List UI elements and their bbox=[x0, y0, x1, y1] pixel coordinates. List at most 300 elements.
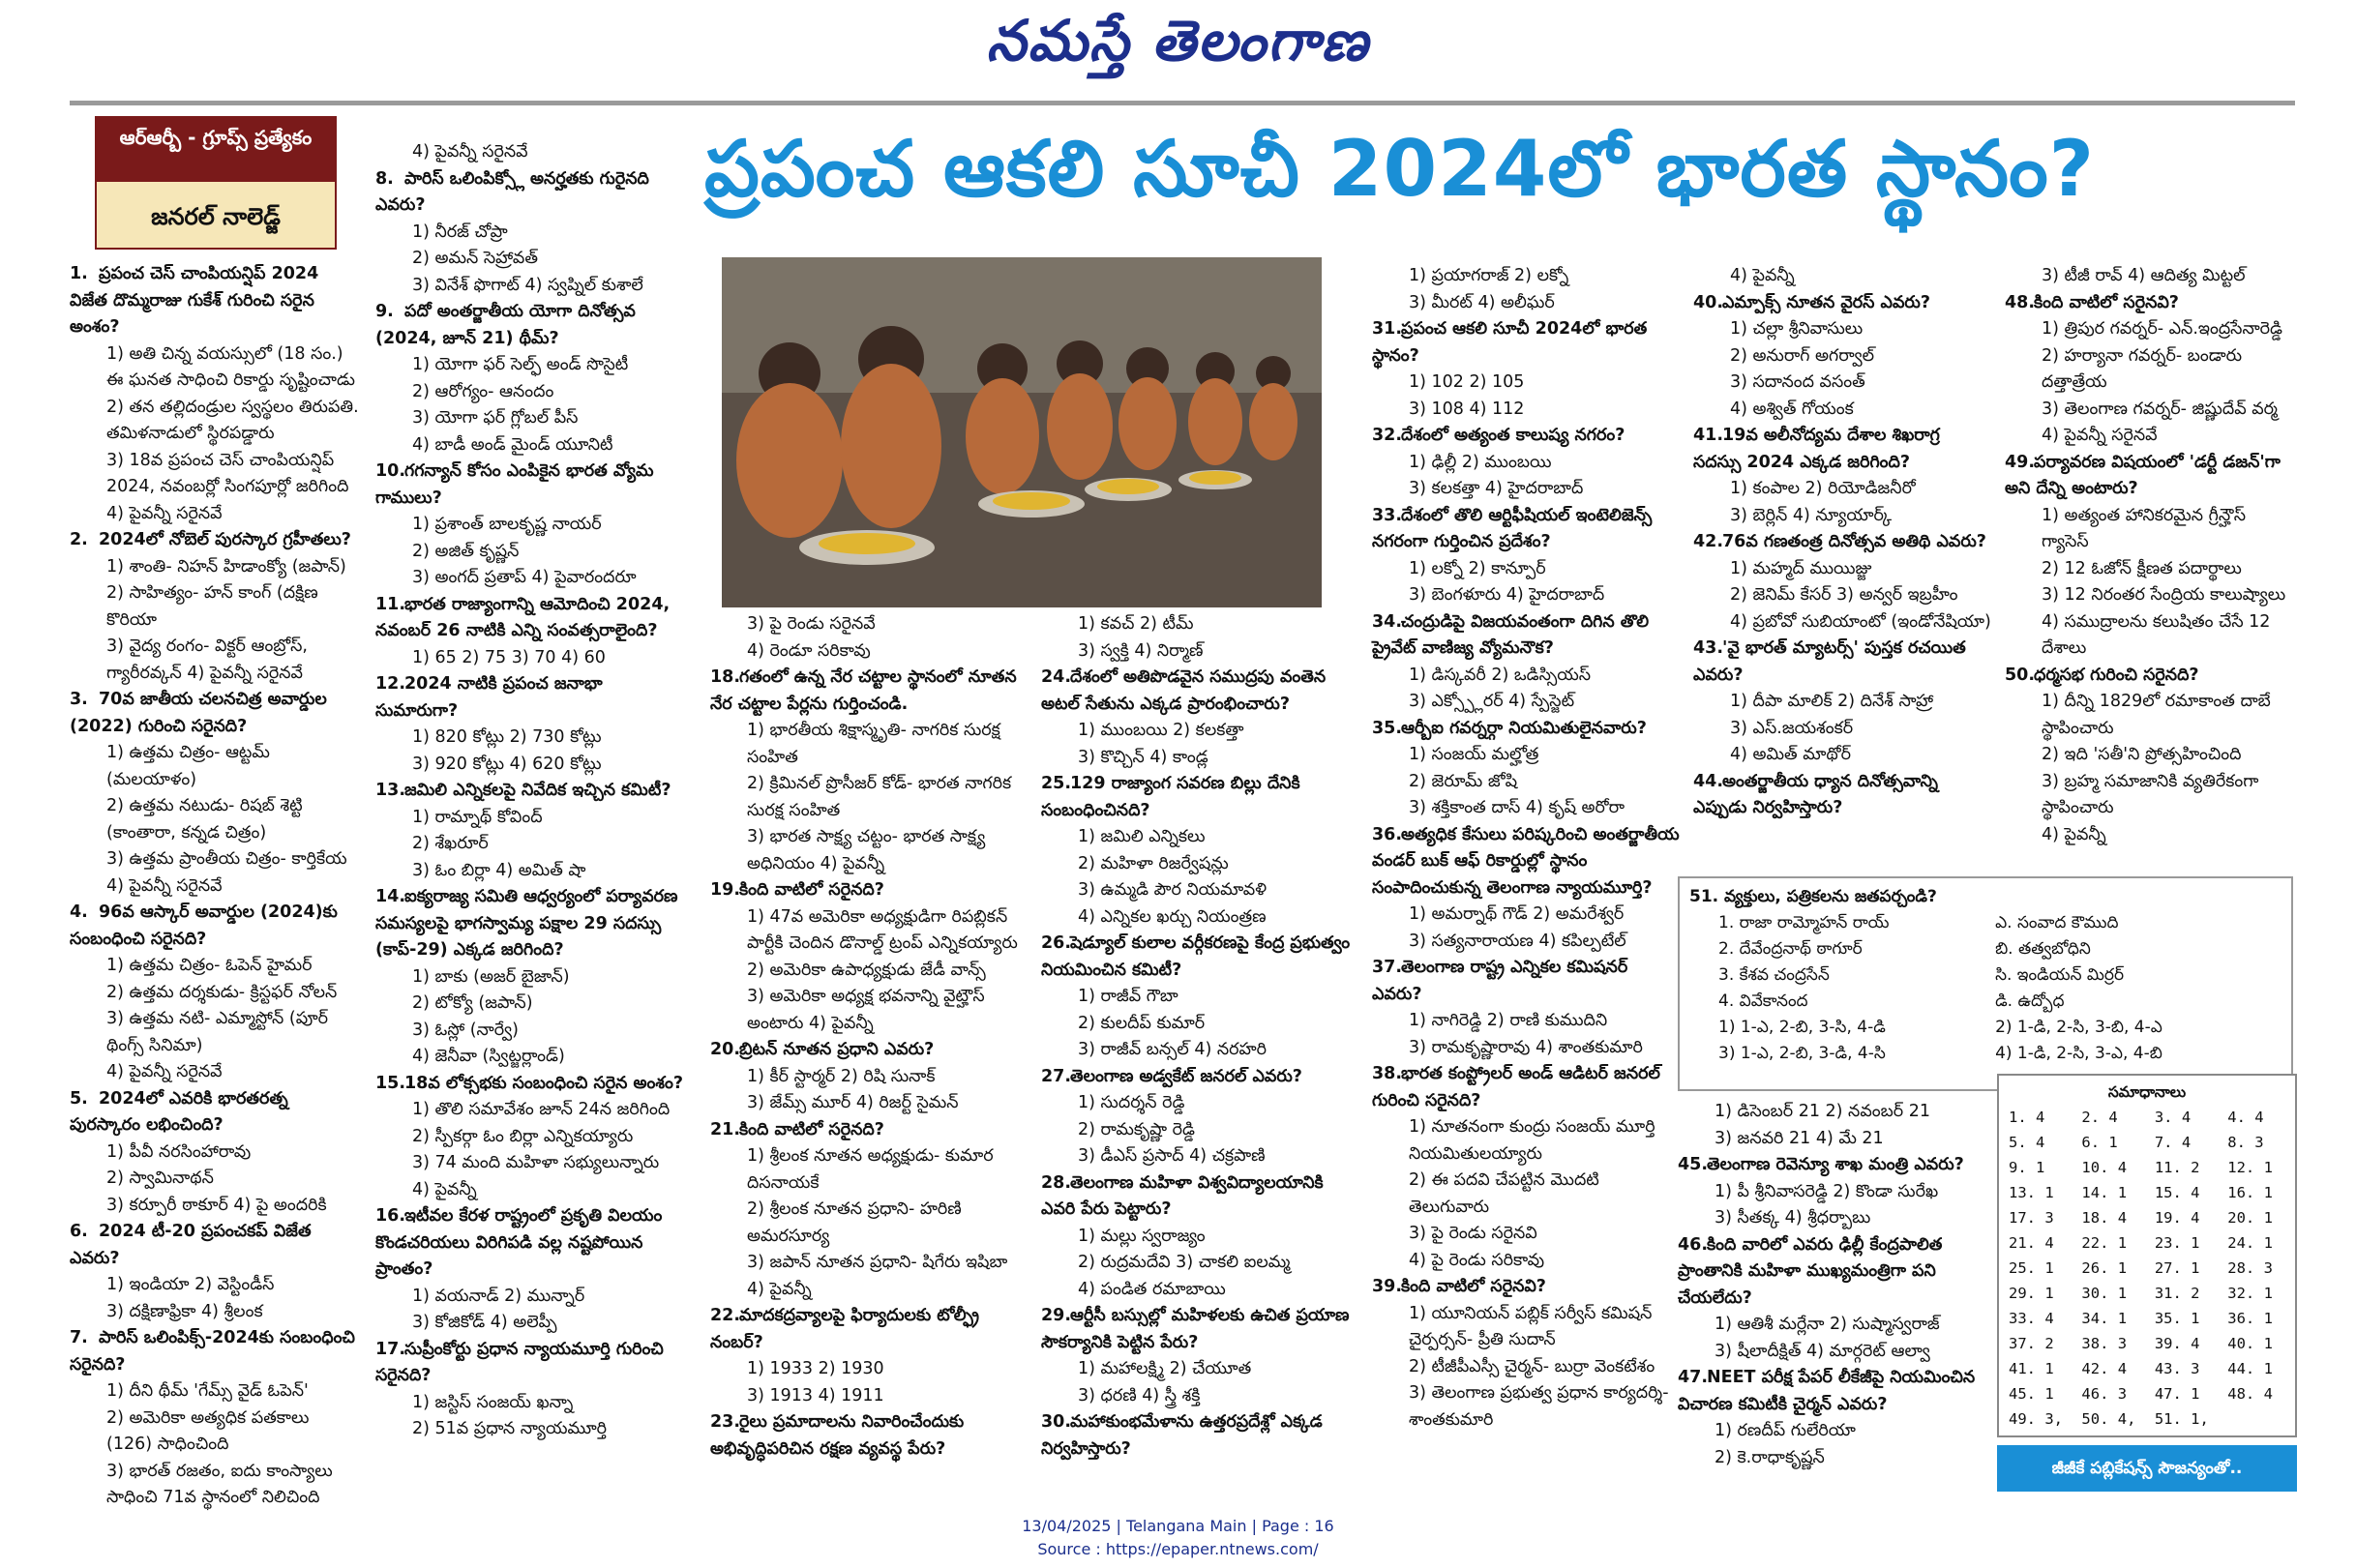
question-number: 22. bbox=[710, 1306, 741, 1325]
question-number: 42. bbox=[1693, 532, 1724, 551]
question-text: గతంలో ఉన్న నేర చట్టాల స్థానంలో నూతన నేర చట్టాల పేర్లను గుర్తించండి. bbox=[710, 667, 1017, 714]
question-text: పారిస్ ఒలింపిక్స్లో అనర్హతకు గురైనది ఎవరు? bbox=[375, 168, 649, 215]
question-text: షెడ్యూల్ కులాల వర్గీకరణపై కేంద్ర ప్రభుత్వం నియమించిన కమిటీ? bbox=[1041, 933, 1351, 980]
answer-option: 3) భారత సాక్ష్య చట్టం- భారత సాక్ష్య అధినియం 4) పైవన్నీ bbox=[747, 827, 986, 873]
answer-option: 1) ఆతిశీ మర్లేనా 2) సుష్మాస్వరాజ్ bbox=[1715, 1315, 1940, 1334]
question-text: 76వ గణతంత్ర దినోత్సవ అతిథి ఎవరు? bbox=[1722, 532, 1986, 551]
questions-column-4 bbox=[1041, 611, 1360, 1463]
answer-option: 2) హర్యానా గవర్నర్- బండారు దత్తాత్రేయ bbox=[2042, 345, 2243, 392]
question-number: 13. bbox=[375, 781, 406, 800]
question bbox=[1372, 1274, 1682, 1301]
answer-cell: 26. 1 bbox=[2081, 1259, 2128, 1277]
answer-cell: 28. 3 bbox=[2227, 1259, 2273, 1277]
question-text: ధర్మసభ గురించి సరైనది? bbox=[2034, 665, 2199, 685]
question-text: జమిలి ఎన్నికలపై నివేదిక ఇచ్చిన కమిటీ? bbox=[404, 781, 671, 800]
answer-option: 3) జపాన్ నూతన ప్రధాని- షిగేరు ఇషిబా 4) పైవన్నీ bbox=[747, 1253, 1008, 1299]
answer-row bbox=[2007, 1406, 2287, 1432]
question-number: 12. bbox=[375, 674, 406, 694]
answer-option: 2) ఇది 'సతీ'ని ప్రోత్సహించింది bbox=[2042, 745, 2242, 764]
answer-cell: 12. 1 bbox=[2227, 1159, 2273, 1176]
question-number: 16. bbox=[375, 1206, 406, 1226]
answer-cell: 49. 3, bbox=[2009, 1410, 2063, 1428]
answer-cell: 32. 1 bbox=[2227, 1285, 2273, 1302]
answer-option: 3) 1913 4) 1911 bbox=[747, 1385, 884, 1405]
answer-option: 3) అంగద్ ప్రతాప్ 4) పైవారందరూ bbox=[412, 568, 637, 587]
question bbox=[375, 1071, 687, 1098]
footer-date-page: 13/04/2025 | Telangana Main | Page : 16 bbox=[1022, 1517, 1334, 1535]
answer-cell: 36. 1 bbox=[2227, 1310, 2273, 1327]
question-number: 2. bbox=[70, 530, 88, 549]
section-tag-title: జనరల్ నాలెడ్జ్ bbox=[95, 180, 337, 250]
answer-cell: 43. 3 bbox=[2154, 1360, 2200, 1377]
answer-option: 2) ఉత్తమ నటుడు- రిషబ్ శెట్టి (కాంతారా, కన్నడ చిత్రం) bbox=[106, 796, 303, 843]
question bbox=[710, 1409, 1029, 1463]
question-text: కింది వాటిలో సరైనది? bbox=[739, 1119, 884, 1139]
answer-cell: 46. 3 bbox=[2081, 1385, 2128, 1403]
question-text: కింది వాటిలో సరైనవి? bbox=[2034, 292, 2179, 312]
question bbox=[375, 1203, 687, 1284]
answer-cell: 5. 4 bbox=[2009, 1134, 2045, 1151]
answer-option: 3) దక్షిణాఫ్రికా 4) శ్రీలంక bbox=[106, 1301, 263, 1321]
question-number: 28. bbox=[1041, 1172, 1072, 1193]
answer-option: 2) క్రిమినల్ ప్రొసీజర్ కోడ్- భారత నాగరిక సురక్ష సంహిత bbox=[747, 774, 1012, 820]
questions-column-6-continued bbox=[1678, 1099, 1987, 1471]
question-number: 40. bbox=[1693, 292, 1724, 312]
question bbox=[1372, 316, 1682, 370]
answer-option: 1) అతి చిన్న వయస్సులో (18 సం.) ఈ ఘనత సాధించి రికార్డు సృష్టించాడు bbox=[106, 343, 355, 390]
answer-option: 4) పైవన్నీ సరైనవే bbox=[106, 1062, 223, 1081]
answer-cell: 17. 3 bbox=[2009, 1209, 2054, 1227]
answer-row bbox=[2007, 1130, 2287, 1155]
question-number: 37. bbox=[1372, 958, 1403, 977]
answer-option: 4) పైవన్నీ సరైనవే bbox=[2042, 426, 2158, 445]
question bbox=[1041, 931, 1360, 984]
question-number: 4. bbox=[70, 902, 88, 922]
match-publication: డి. ఉద్బోధ bbox=[1995, 991, 2065, 1011]
question-number: 18. bbox=[710, 667, 741, 687]
questions-column-1 bbox=[70, 261, 360, 1512]
question bbox=[1372, 955, 1682, 1008]
answer-option: 3) టీజీ రావ్ 4) ఆదిత్య మిట్టల్ bbox=[2042, 266, 2246, 285]
answer-option: 2) స్పీకర్గా ఓం బిర్లా ఎన్నికయ్యారు bbox=[412, 1126, 634, 1146]
question-text: ప్రపంచ ఆకలి సూచీ 2024లో భారత స్థానం? bbox=[1372, 319, 1648, 366]
question-number: 47. bbox=[1678, 1368, 1709, 1387]
question-text: భారత రాజ్యాంగాన్ని ఆమోదించి 2024, నవంబర్ 26 నాటికి ఎన్ని సంవత్సరాలైంది? bbox=[375, 594, 671, 640]
question-number: 11. bbox=[375, 594, 406, 614]
question-text: 'వై భారత్ మ్యాటర్స్' పుస్తక రచయిత ఎవరు? bbox=[1693, 638, 1966, 685]
question-text: గగన్యాన్ కోసం ఎంపికైన భారత వ్యోమ గాములు? bbox=[375, 461, 654, 508]
answer-cell: 10. 4 bbox=[2081, 1159, 2128, 1176]
question-text: తెలంగాణ మహిళా విశ్వవిద్యాలయానికి ఎవరి పేరు పెట్టారు? bbox=[1041, 1172, 1324, 1219]
answer-option: 4) అమిత్ మాథోర్ bbox=[1730, 745, 1851, 764]
question-number: 27. bbox=[1041, 1066, 1072, 1086]
match-person: 2. దేవేంద్రనాథ్ ఠాగూర్ bbox=[1718, 939, 1863, 959]
question bbox=[1041, 771, 1360, 824]
match-option-row bbox=[1689, 1041, 2281, 1067]
question-text: 2024లో నోబెల్ పురస్కార గ్రహీతలు? bbox=[99, 530, 351, 549]
match-question-box bbox=[1678, 876, 2293, 1091]
question-text: తెలంగాణ అడ్వకేట్ జనరల్ ఎవరు? bbox=[1070, 1066, 1302, 1086]
question bbox=[710, 877, 1029, 904]
answer-option: 1) 65 2) 75 3) 70 4) 60 bbox=[412, 647, 606, 667]
match-option: 3) 1-ఎ, 2-బి, 3-డి, 4-సి bbox=[1718, 1044, 1886, 1063]
match-options bbox=[1689, 1015, 2281, 1067]
answer-option: 1) నూతనంగా కుంద్రు సంజయ్ మూర్తి నియమితులయ్యారు bbox=[1409, 1117, 1655, 1164]
question-number: 6. bbox=[70, 1222, 88, 1241]
answer-option: 1) సుదర్శన్ రెడ్డి bbox=[1078, 1093, 1185, 1112]
match-person: 1. రాజా రామ్మోహన్ రాయ్ bbox=[1718, 913, 1890, 932]
answer-cell: 23. 1 bbox=[2154, 1234, 2200, 1252]
question-number: 49. bbox=[2005, 452, 2036, 472]
answer-option: 3) 18వ ప్రపంచ చెస్ చాంపియన్షిప్ 2024, నవంబర్లో సింగపూర్లో జరిగింది 4) పైవన్నీ సరైనవే bbox=[106, 450, 349, 523]
question-number: 46. bbox=[1678, 1234, 1709, 1255]
answer-cell: 33. 4 bbox=[2009, 1310, 2054, 1327]
question-text: అంతర్జాతీయ ధ్యాన దినోత్సవాన్ని ఎప్పుడు నిర్వహిస్తారు? bbox=[1693, 771, 1938, 817]
answer-option: 1) లక్నో 2) కాన్పూర్ bbox=[1409, 558, 1546, 578]
answer-option: 3) జేమ్స్ మూర్ 4) రిజర్ట్ సైమన్ bbox=[747, 1093, 959, 1112]
match-option-row bbox=[1689, 1015, 2281, 1041]
answer-option: 2) మహిళా రిజర్వేషన్లు bbox=[1078, 853, 1229, 873]
question-number: 32. bbox=[1372, 426, 1403, 445]
answer-option: 1) ఢిల్లీ 2) ముంబయి bbox=[1409, 452, 1552, 472]
answer-row bbox=[2007, 1256, 2287, 1281]
answer-option: 2) రుద్రమదేవి 3) చాకలి ఐలమ్మ bbox=[1078, 1253, 1291, 1272]
answer-option: 2) ఈ పదవి చేపట్టిన మొదటి తెలుగువారు bbox=[1409, 1170, 1599, 1217]
answer-option: 3) బ్రహ్మ సమాజానికి వ్యతిరేకంగా స్థాపించారు bbox=[2042, 771, 2259, 817]
answer-option: 1) జమిలి ఎన్నికలు bbox=[1078, 827, 1206, 846]
match-row bbox=[1689, 962, 2281, 989]
answer-option: 2) జెరూమ్ జోషి bbox=[1409, 771, 1518, 791]
answer-option: 3) కొచ్చిన్ 4) కాండ్ల bbox=[1078, 747, 1208, 767]
answer-option: 2) అనురాగ్ అగర్వాల్ bbox=[1730, 345, 1875, 366]
masthead bbox=[0, 8, 2356, 85]
answer-option: 1) యోగా ఫర్ సెల్ఫ్ అండ్ సొసైటీ bbox=[412, 355, 629, 374]
answer-option: 1) ప్రశాంత్ బాలకృష్ణ నాయర్ bbox=[412, 515, 602, 534]
headline: ప్రపంచ ఆకలి సూచీ 2024లో భారత స్థానం? bbox=[704, 124, 2096, 214]
answer-cell: 30. 1 bbox=[2081, 1285, 2128, 1302]
answer-option: 3) ధరణి 4) స్త్రీ శక్తి bbox=[1078, 1385, 1201, 1405]
question-text: రైలు ప్రమాదాలను నివారించేందుకు అభివృద్ధిపరిచిన రక్షణ వ్యవస్థ పేరు? bbox=[710, 1412, 965, 1459]
question bbox=[1372, 503, 1682, 556]
answer-option: 3) మీరట్ 4) అలీఘర్ bbox=[1409, 292, 1555, 312]
question bbox=[2005, 450, 2295, 503]
section-tag bbox=[95, 116, 337, 250]
answer-option: 2) స్వామినాథన్ bbox=[106, 1169, 214, 1188]
question bbox=[1041, 1409, 1360, 1463]
question-text: ఆర్బీఐ గవర్నర్గా నియమితులైనవారు? bbox=[1401, 718, 1647, 738]
answer-cell: 48. 4 bbox=[2227, 1385, 2273, 1403]
answer-option: 1) మహ్మద్ ముయిజ్జు bbox=[1730, 558, 1872, 578]
masthead-title: నమస్తే తెలంగాణ bbox=[986, 8, 1370, 74]
answer-option: 2) తన తల్లిదండ్రుల స్వస్థలం తిరుపతి. తమిళనాడులో స్థిరపడ్డారు bbox=[106, 397, 359, 443]
answer-option: 3) కోజికోడ్ 4) అలెప్పీ bbox=[412, 1313, 557, 1332]
answer-option: 3) కలకత్తా 4) హైదరాబాద్ bbox=[1409, 479, 1584, 498]
answer-option: 1) దీని థీమ్ 'గేమ్స్ వైడ్ ఓపెన్' bbox=[106, 1381, 309, 1401]
answer-option: 2) సాహిత్యం- హన్ కాంగ్ (దక్షిణ కొరియా bbox=[106, 583, 318, 630]
answer-cell: 24. 1 bbox=[2227, 1234, 2273, 1252]
question-text: 19వ అలీనోద్యమ దేశాల శిఖరాగ్ర సదస్సు 2024 ఎక్కడ జరిగింది? bbox=[1693, 426, 1940, 472]
question-number: 24. bbox=[1041, 667, 1072, 687]
questions-column-7 bbox=[2005, 263, 2295, 848]
question bbox=[1372, 609, 1682, 663]
answer-cell: 44. 1 bbox=[2227, 1360, 2273, 1377]
answer-option: 3) యోగా ఫర్ గ్లోబల్ పీస్ bbox=[412, 408, 579, 428]
question-text: భారత కంప్ట్రోలర్ అండ్ ఆడిటర్ జనరల్ గురించి సరైనది? bbox=[1372, 1064, 1660, 1110]
answer-option: 1) దీపా మాలిక్ 2) దినేశ్ సాహ్రా bbox=[1730, 692, 1934, 711]
question-number: 15. bbox=[375, 1073, 406, 1093]
answer-option: 4) పైవన్నీ bbox=[2042, 824, 2106, 844]
question bbox=[1372, 716, 1682, 743]
match-publication: సి. ఇండియన్ మిర్రర్ bbox=[1995, 965, 2125, 985]
question bbox=[375, 299, 687, 352]
question-text: 2024 నాటికి ప్రపంచ జనాభా సుమారుగా? bbox=[375, 674, 603, 721]
answer-cell: 11. 2 bbox=[2154, 1159, 2200, 1176]
answer-option: 1) జస్టిస్ సంజయ్ ఖన్నా bbox=[412, 1392, 574, 1412]
answer-option: 3) ఓస్లో (నార్వే) bbox=[412, 1020, 519, 1040]
answer-key bbox=[1997, 1074, 2297, 1437]
answer-cell: 19. 4 bbox=[2154, 1209, 2200, 1227]
question bbox=[1372, 423, 1682, 450]
answer-row bbox=[2007, 1356, 2287, 1381]
answer-cell: 9. 1 bbox=[2009, 1159, 2045, 1176]
answer-cell: 35. 1 bbox=[2154, 1310, 2200, 1327]
answer-option: 1) భారతీయ శిక్షాస్మృతి- నాగరిక సురక్ష సంహిత bbox=[747, 721, 1000, 767]
question-text: ప్రపంచ చెస్ చాంపియన్షిప్ 2024 విజేత దొమ్మరాజు గుకేశ్ గురించి సరైన అంశం? bbox=[70, 264, 319, 337]
question-text: మహాకుంభమేళాను ఉత్తరప్రదేశ్లో ఎక్కడ నిర్వహిస్తారు? bbox=[1041, 1412, 1323, 1459]
question bbox=[70, 1219, 360, 1272]
page-footer bbox=[0, 1515, 2356, 1561]
question bbox=[710, 1117, 1029, 1144]
answer-option: 1) 47వ అమెరికా అధ్యక్షుడిగా రిపబ్లికన్ పార్టీకి చెందిన డొనాల్డ్ ట్రంప్ ఎన్నికయ్యారు bbox=[747, 906, 1018, 953]
question-number: 21. bbox=[710, 1119, 741, 1139]
footer-source[interactable]: Source : https://epaper.ntnews.com/ bbox=[1037, 1540, 1319, 1558]
question-number: 1. bbox=[70, 264, 88, 283]
question bbox=[710, 665, 1029, 718]
question-text: సుప్రీంకోర్టు ప్రధాన న్యాయమూర్తి గురించి సరైనది? bbox=[375, 1339, 664, 1385]
question bbox=[1678, 1152, 1987, 1179]
question-text: దేశంలో అత్యంత కాలుష్య నగరం? bbox=[1401, 426, 1625, 445]
answer-option: 1) రణదీప్ గులేరియా bbox=[1715, 1421, 1856, 1440]
answer-cell: 4. 4 bbox=[2227, 1109, 2264, 1126]
answer-option: 2) శ్రీలంక నూతన ప్రధాని- హరిణి అమరసూర్య bbox=[747, 1199, 962, 1246]
answer-option: 1) త్రిపుర గవర్నర్- ఎన్.ఇంద్రసేనారెడ్డి bbox=[2042, 319, 2282, 339]
question-number: 36. bbox=[1372, 824, 1403, 844]
answer-option: 3) బెర్లిన్ 4) న్యూయార్క్ bbox=[1730, 505, 1893, 525]
question bbox=[1693, 290, 1993, 317]
question-text: తెలంగాణ రాష్ట్ర ఎన్నికల కమిషనర్ ఎవరు? bbox=[1372, 958, 1628, 1004]
question bbox=[1372, 822, 1682, 902]
answer-cell: 51. 1, bbox=[2154, 1410, 2209, 1428]
question-text: ఇటీవల కేరళ రాష్ట్రంలో ప్రకృతి విలయం కొండచరియలు విరిగిపడి వల్ల నష్టపోయిన ప్రాంతం? bbox=[375, 1206, 663, 1279]
question bbox=[70, 1086, 360, 1139]
answer-row bbox=[2007, 1281, 2287, 1306]
answer-option: 2) అజిత్ కృష్ణన్ bbox=[412, 541, 520, 561]
question-number: 29. bbox=[1041, 1306, 1072, 1325]
questions-column-2 bbox=[375, 139, 687, 1443]
question-text: NEET పరీక్ష పేపర్ లీకేజీపై నియమించిన విచారణ కమిటీకి చైర్మన్ ఎవరు? bbox=[1678, 1368, 1976, 1414]
question-number: 30. bbox=[1041, 1412, 1072, 1432]
answer-cell: 18. 4 bbox=[2081, 1209, 2128, 1227]
answer-option: 2) 12 ఓజోన్ క్షీణత పదార్థాలు bbox=[2042, 558, 2242, 578]
question-number: 3. bbox=[70, 690, 88, 709]
answer-cell: 29. 1 bbox=[2009, 1285, 2054, 1302]
question-text: బ్రిటన్ నూతన ప్రధాని ఎవరు? bbox=[739, 1040, 935, 1059]
answer-option: 4) ప్రబోవో సుబియాంటో (ఇండోనేషియా) bbox=[1730, 611, 1991, 632]
answer-option: 3) ఉత్తమ ప్రాంతీయ చిత్రం- కార్తికేయ bbox=[106, 849, 347, 869]
answer-option: 3) సదానంద వసంత్ bbox=[1730, 372, 1865, 392]
question-number: 48. bbox=[2005, 292, 2036, 312]
answer-option: 1) దీన్ని 1829లో రమాకాంత దాబే స్థాపించారు bbox=[2042, 692, 2271, 738]
answer-cell: 21. 4 bbox=[2009, 1234, 2054, 1252]
answer-cell: 25. 1 bbox=[2009, 1259, 2054, 1277]
answer-option: 1) బాకు (అజర్ బైజాన్) bbox=[412, 966, 570, 987]
answer-row bbox=[2007, 1105, 2287, 1130]
question-number: 7. bbox=[70, 1328, 88, 1347]
question-number: 26. bbox=[1041, 933, 1072, 953]
answer-option: 3) 74 మంది మహిళా సభ్యులున్నారు bbox=[412, 1153, 660, 1172]
question-text: 2024లో ఎవరికి భారతరత్న పురస్కారం లభించింది? bbox=[70, 1088, 288, 1135]
answer-option: 2) టీజీపీఎస్సీ చైర్మన్- బుర్రా వెంకటేశం bbox=[1409, 1356, 1655, 1376]
answer-option: 1) 820 కోట్లు 2) 730 కోట్లు bbox=[412, 727, 602, 747]
answer-cell: 42. 4 bbox=[2081, 1360, 2128, 1377]
question-text: 70వ జాతీయ చలనచిత్ర అవార్డుల (2022) గురించి సరైనది? bbox=[70, 690, 327, 736]
answer-cell: 27. 1 bbox=[2154, 1259, 2200, 1277]
question bbox=[1678, 1365, 1987, 1418]
section-tag-label: ఆర్ఆర్బీ - గ్రూప్స్ ప్రత్యేకం bbox=[95, 116, 337, 180]
questions-column-5 bbox=[1372, 263, 1682, 1434]
answer-option: 3) కర్పూరీ ఠాకూర్ 4) పై అందరికి bbox=[106, 1195, 327, 1215]
answer-cell: 3. 4 bbox=[2154, 1109, 2192, 1126]
answer-row bbox=[2007, 1230, 2287, 1256]
question bbox=[375, 459, 687, 512]
question-number: 39. bbox=[1372, 1277, 1403, 1296]
question-number: 45. bbox=[1678, 1155, 1709, 1174]
answer-option: 4) అశ్విత్ గోయంక bbox=[1730, 399, 1854, 419]
question bbox=[1041, 665, 1360, 718]
answer-option: 4) పైవన్నీ bbox=[1730, 266, 1795, 285]
question bbox=[375, 1337, 687, 1390]
question bbox=[2005, 663, 2295, 690]
answer-cell: 6. 1 bbox=[2081, 1134, 2118, 1151]
question-text: పర్యావరణ విషయంలో 'డర్టీ డజన్'గా అని దేన్ని అంటారు? bbox=[2005, 452, 2281, 498]
answer-option: 4) పైవన్నీ సరైనవే bbox=[412, 142, 528, 162]
answer-option: 1) అత్యంత హానికరమైన గ్రీన్హౌస్ గ్యాసెస్ bbox=[2042, 505, 2246, 551]
answer-option: 1) 102 2) 105 bbox=[1409, 372, 1525, 392]
answer-option: 4) పండిత రమాబాయి bbox=[1078, 1279, 1226, 1299]
answer-option: 3) పై రెండు సరైనవే bbox=[747, 614, 876, 634]
question-text: పారిస్ ఒలింపిక్స్-2024కు సంబంధించి సరైనది? bbox=[70, 1328, 355, 1375]
match-option: 1) 1-ఎ, 2-బి, 3-సి, 4-డి bbox=[1718, 1018, 1886, 1037]
question-number: 20. bbox=[710, 1040, 741, 1059]
answer-option: 3) వినేశ్ ఫొగాట్ 4) స్వప్నిల్ కుశాలే bbox=[412, 275, 643, 295]
answer-cell: 20. 1 bbox=[2227, 1209, 2273, 1227]
answer-option: 3) బెంగళూరు 4) హైదరాబాద్ bbox=[1409, 585, 1605, 605]
question-number: 19. bbox=[710, 880, 741, 900]
question-text: 18వ లోక్సభకు సంబంధించి సరైన అంశం? bbox=[404, 1073, 684, 1093]
match-row bbox=[1689, 936, 2281, 962]
answer-option: 1) డిసెంబర్ 21 2) నవంబర్ 21 bbox=[1715, 1102, 1930, 1121]
answer-option: 1) ఉత్తమ చిత్రం- ఆట్టమ్ (మలయాళం) bbox=[106, 743, 270, 789]
answer-option: 1) ప్రయాగరాజ్ 2) లక్నో bbox=[1409, 266, 1569, 285]
answer-option: 1) పీ శ్రీనివాసరెడ్డి 2) కొండా సురేఖ bbox=[1715, 1181, 1939, 1201]
match-rows bbox=[1689, 910, 2281, 1015]
answer-row bbox=[2007, 1205, 2287, 1230]
answer-key-title: సమాధానాలు bbox=[2107, 1083, 2187, 1101]
answer-option: 4) పైవన్నీ సరైనవే bbox=[106, 875, 223, 896]
answer-option: 2) శేఖరూర్ bbox=[412, 834, 489, 853]
answer-row bbox=[2007, 1306, 2287, 1331]
question-text: మాదకద్రవ్యాలపై ఫిర్యాదులకు టోల్ఫ్రీ నంబర్? bbox=[710, 1306, 980, 1352]
answer-option: 3) 108 4) 112 bbox=[1409, 399, 1525, 419]
question-text: కింది వాటిలో సరైనవి? bbox=[1401, 1277, 1546, 1296]
question bbox=[2005, 290, 2295, 317]
answer-option: 3) 12 నిరంతర సేంద్రియ కాలుష్యాలు bbox=[2042, 585, 2286, 605]
question-text: కింది వాటిలో సరైనది? bbox=[739, 880, 884, 900]
answer-option: 3) శక్తికాంత దాస్ 4) కృష్ అరోరా bbox=[1409, 798, 1625, 817]
question-number: 43. bbox=[1693, 638, 1724, 658]
question-number: 35. bbox=[1372, 718, 1403, 738]
question-number: 44. bbox=[1693, 771, 1724, 791]
question-number: 10. bbox=[375, 461, 406, 481]
question bbox=[70, 1325, 360, 1378]
answer-option: 2) ఆరోగ్యం- ఆనందం bbox=[412, 381, 554, 401]
answer-option: 1) రాజీవ్ గౌబా bbox=[1078, 987, 1178, 1006]
answer-option: 3) సీతక్క 4) శ్రీధర్బాబు bbox=[1715, 1208, 1871, 1228]
question bbox=[1041, 1303, 1360, 1356]
answer-cell: 14. 1 bbox=[2081, 1184, 2128, 1201]
match-option: 4) 1-డి, 2-సి, 3-ఎ, 4-బి bbox=[1995, 1044, 2162, 1063]
answer-option: 4) జెనీవా (స్విట్జర్లాండ్) bbox=[412, 1047, 565, 1066]
answer-option: 3) డీఎస్ ప్రసాద్ 4) చక్రపాణి bbox=[1078, 1146, 1266, 1166]
questions-column-3 bbox=[710, 611, 1029, 1463]
question-number: 25. bbox=[1041, 774, 1072, 793]
question bbox=[70, 687, 360, 740]
answer-cell: 39. 4 bbox=[2154, 1335, 2200, 1352]
answer-key-table bbox=[2007, 1105, 2287, 1432]
question bbox=[1693, 636, 1993, 689]
answer-option: 1) సంజయ్ మల్హోత్ర bbox=[1409, 745, 1539, 764]
answer-option: 3) తెలంగాణ ప్రభుత్వ ప్రధాన కార్యదర్శి- శాంతకుమారి bbox=[1409, 1383, 1669, 1430]
answer-option: 1) శాంతి- నిహన్ హిడాంక్యో (జపాన్) bbox=[106, 556, 346, 577]
question bbox=[70, 900, 360, 953]
answer-option: 1) పీవీ నరసింహారావు bbox=[106, 1141, 252, 1162]
match-option: 2) 1-డి, 2-సి, 3-బి, 4-ఎ bbox=[1995, 1018, 2162, 1037]
question bbox=[710, 1303, 1029, 1356]
question-number: 38. bbox=[1372, 1064, 1403, 1083]
answer-option: 3) పై రెండు సరైనవి bbox=[1409, 1224, 1537, 1243]
answer-cell: 31. 2 bbox=[2154, 1285, 2200, 1302]
answer-cell: 16. 1 bbox=[2227, 1184, 2273, 1201]
answer-option: 3) వైద్య రంగం- విక్టర్ ఆంబ్రోస్, గ్యారీరవ్కన్ 4) పైవన్నీ సరైనవే bbox=[106, 636, 308, 683]
question-number: 34. bbox=[1372, 611, 1403, 632]
answer-cell: 40. 1 bbox=[2227, 1335, 2273, 1352]
answer-cell: 38. 3 bbox=[2081, 1335, 2128, 1352]
answer-option: 3) ఉత్తమ నటి- ఎమ్మాస్టోన్ (పూర్ థింగ్స్ సినిమా) bbox=[106, 1009, 329, 1055]
answer-cell: 8. 3 bbox=[2227, 1134, 2264, 1151]
answer-option: 1) కంపాల 2) రియోడిజనీరో bbox=[1730, 479, 1916, 498]
answer-option: 1) మల్లు స్వరాజ్యం bbox=[1078, 1226, 1206, 1246]
answer-option: 1) చల్లా శ్రీనివాసులు bbox=[1730, 319, 1864, 339]
answer-option: 3) 920 కోట్లు 4) 620 కోట్లు bbox=[412, 754, 602, 774]
match-person: 3. కేశవ చంద్రసేన్ bbox=[1718, 965, 1830, 985]
question-number: 9. bbox=[375, 302, 394, 321]
answer-option: 1) నాగిరెడ్డి 2) రాణి కుముదిని bbox=[1409, 1011, 1608, 1030]
answer-option: 2) కె.రాధాకృష్ణన్ bbox=[1715, 1447, 1825, 1467]
match-question: 51. వ్యక్తులు, పత్రికలను జతపర్చండి? bbox=[1689, 887, 1937, 906]
answer-option: 4) రెండూ సరికావు bbox=[747, 640, 871, 661]
answer-option: 2) రామకృష్ణా రెడ్డి bbox=[1078, 1119, 1195, 1139]
answer-cell: 15. 4 bbox=[2154, 1184, 2200, 1201]
